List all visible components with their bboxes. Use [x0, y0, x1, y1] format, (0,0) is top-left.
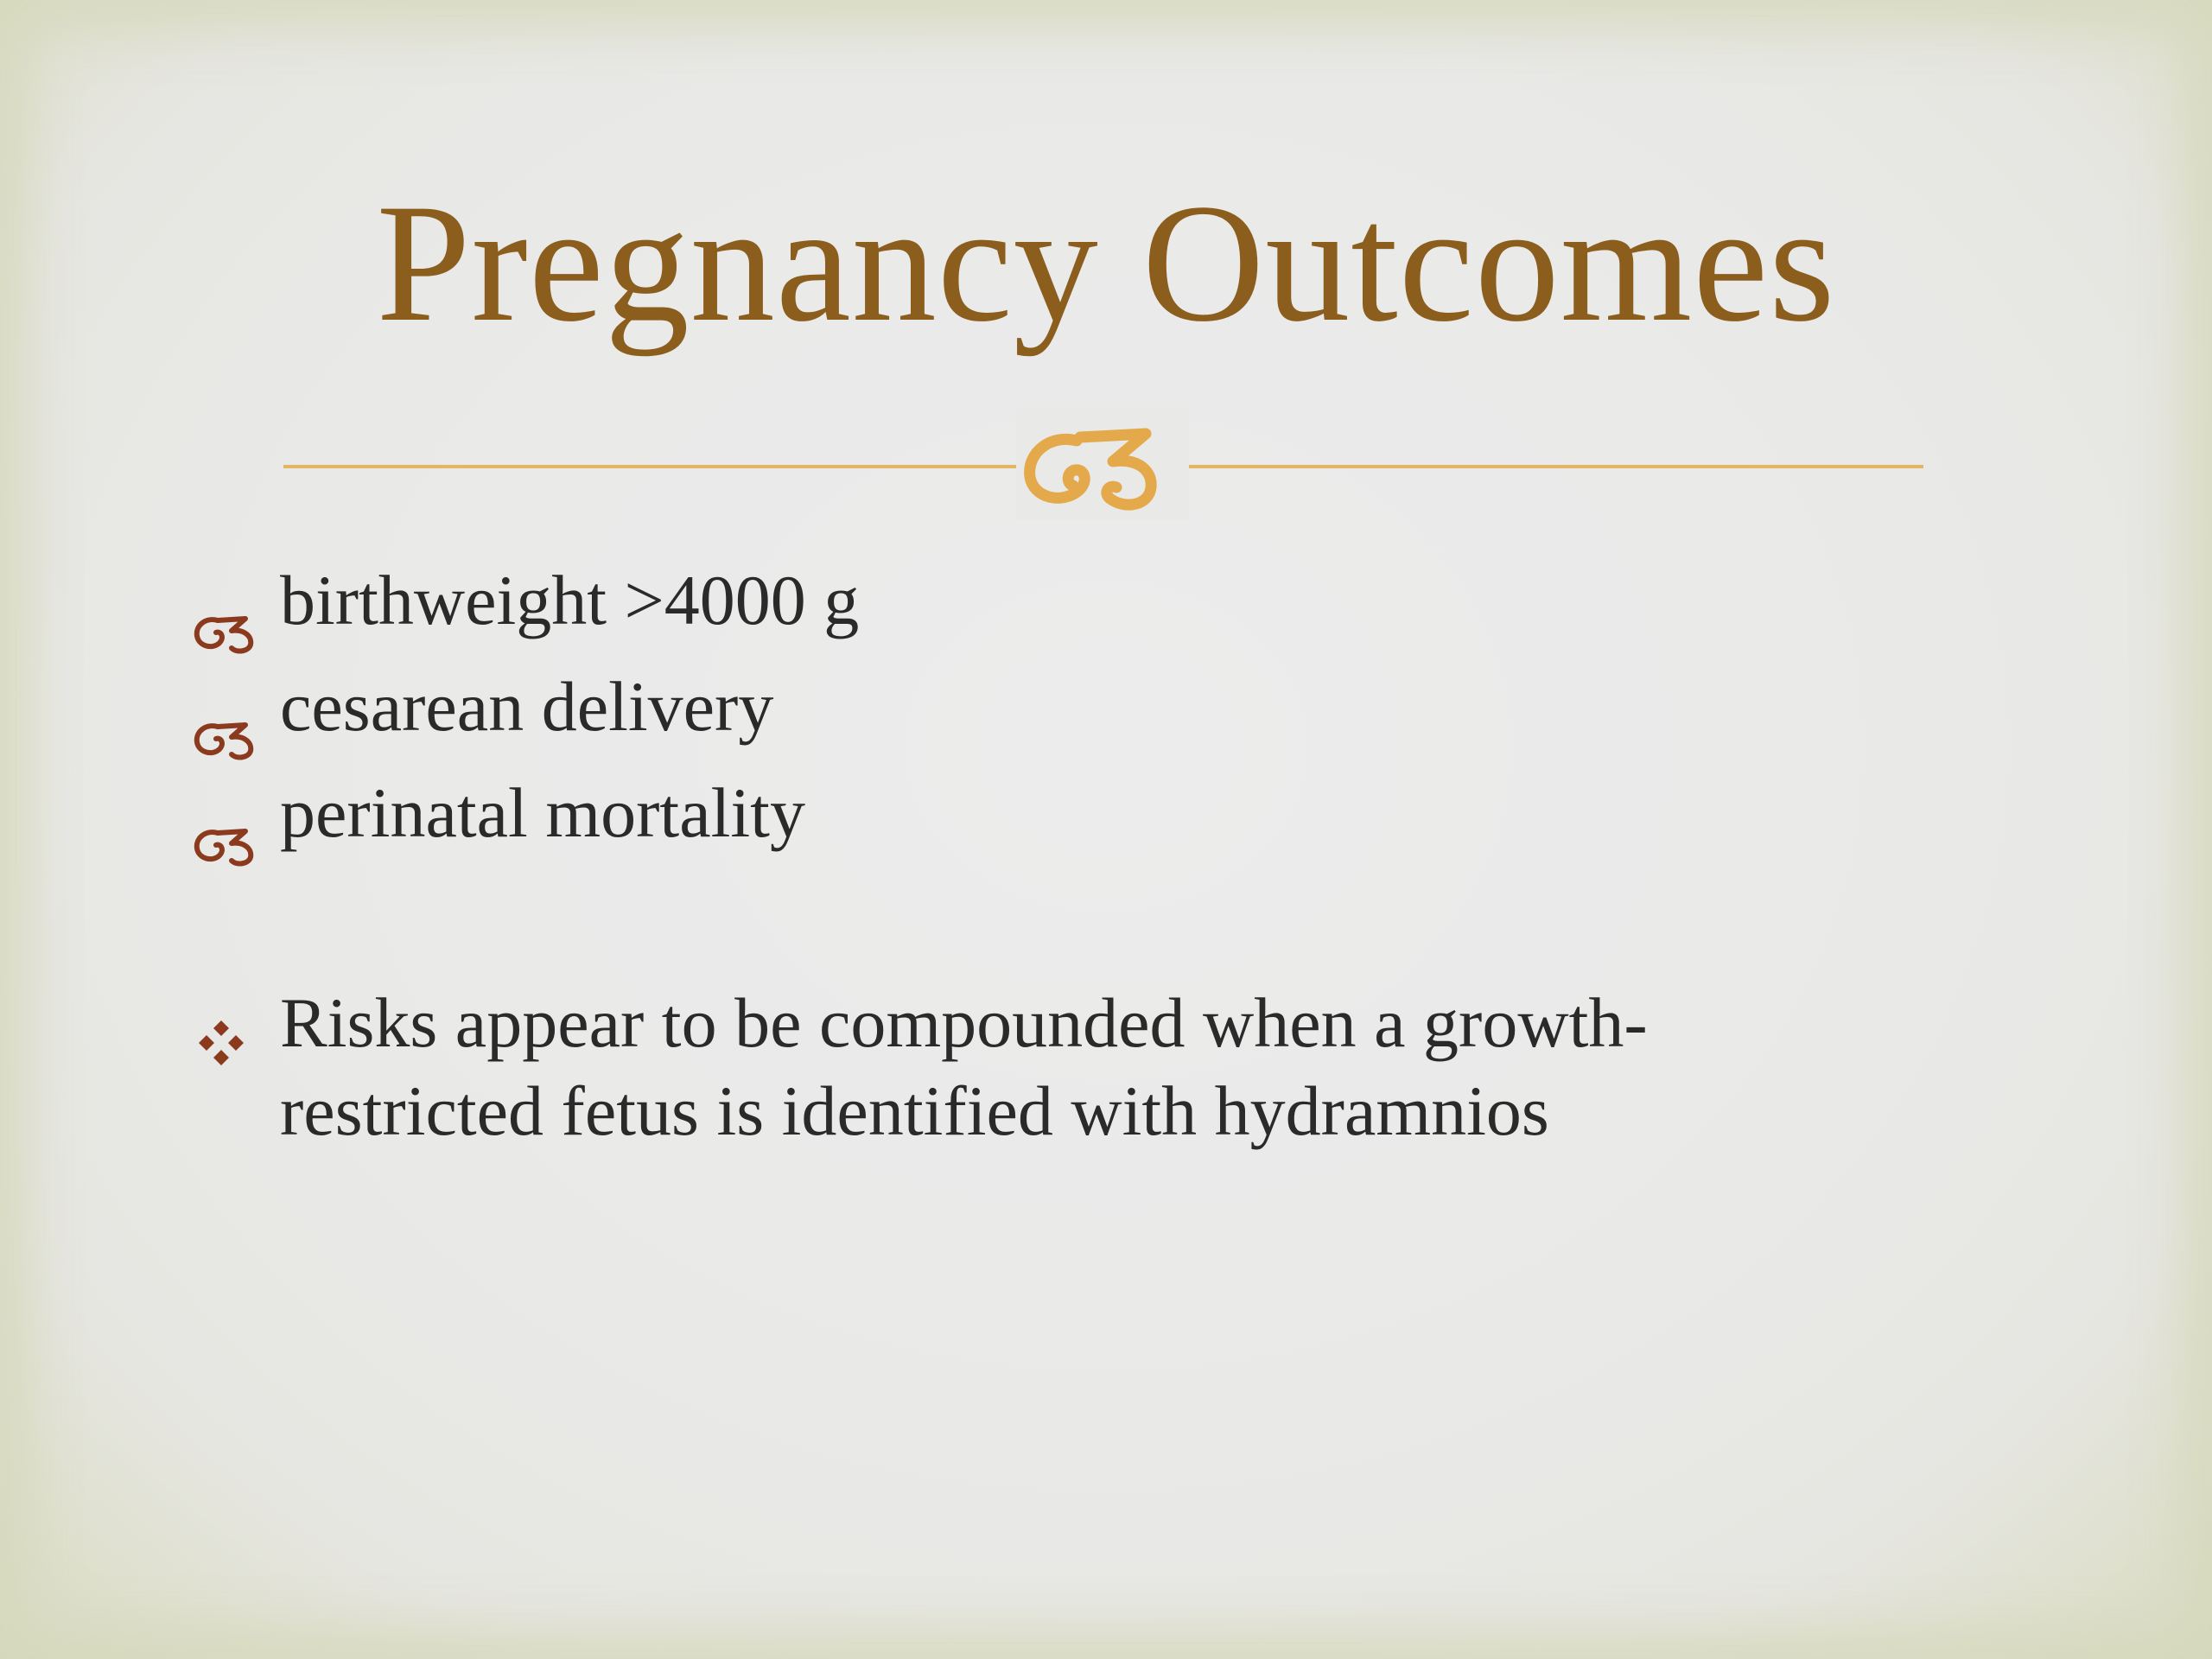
list-item — [192, 553, 2006, 659]
note-text — [280, 979, 2094, 1155]
bullet-text: perinatal mortality — [280, 773, 805, 852]
bullet-list — [192, 553, 2006, 872]
list-item — [192, 659, 2006, 766]
list-item — [192, 766, 2006, 872]
fleuron-bullet-icon — [192, 584, 261, 627]
slide-title: Pregnancy Outcomes — [376, 169, 1836, 357]
four-diamond-bullet-icon — [197, 1000, 245, 1048]
fleuron-bullet-icon — [192, 690, 261, 734]
fleuron-bullet-icon — [192, 797, 261, 840]
note-line-2: restricted fetus is identified with hydramnios — [280, 1071, 1549, 1150]
flourish-ornament-icon — [1016, 408, 1189, 520]
bullet-text: birthweight >4000 g — [280, 561, 860, 639]
note-line-1: Risks appear to be compounded when a growth- — [280, 983, 1648, 1062]
bullet-text: cesarean delivery — [280, 667, 774, 746]
